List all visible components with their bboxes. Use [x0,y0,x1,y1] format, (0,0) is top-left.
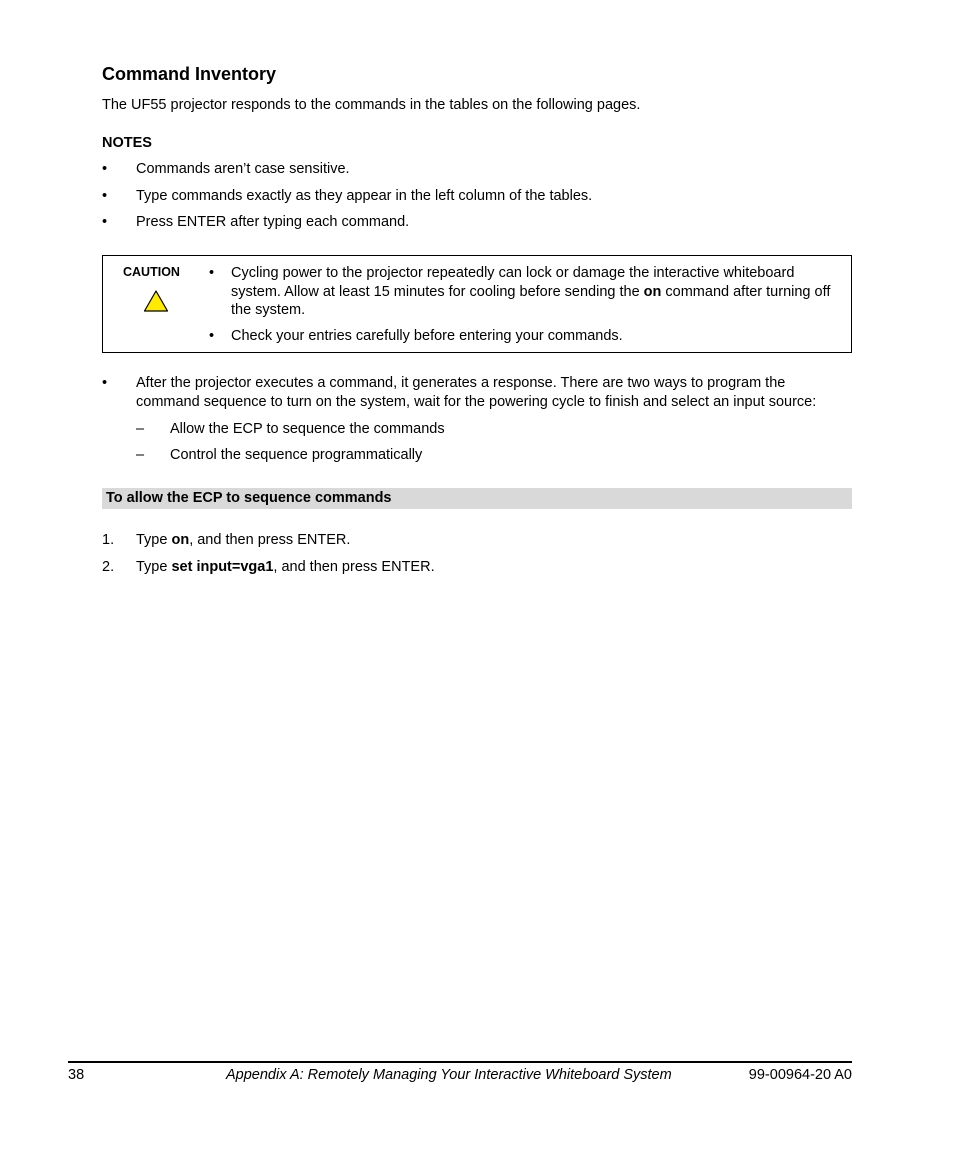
step-number: 1. [102,532,115,548]
note-text: Commands aren’t case sensitive. [136,161,350,177]
caution-text: Cycling power to the projector repeatedly can lock or damage the interactive whiteboard system. Allow at least 15 minutes for cooling before sending the on command after turning off the system. [231,265,831,318]
footer-title: Appendix A: Remotely Managing Your Interactive Whiteboard System [226,1067,672,1083]
note-text: Press ENTER after typing each command. [136,214,410,230]
caution-label: CAUTION [123,265,180,279]
option-text: Allow the ECP to sequence the commands [170,421,445,437]
bullet: • [102,375,108,391]
procedure-heading: To allow the ECP to sequence commands [106,490,392,506]
bullet: • [209,265,215,281]
notes-heading: NOTES [102,135,152,151]
document-number: 99-00964-20 A0 [748,1067,852,1083]
caution-text: Check your entries carefully before entering your commands. [231,328,623,344]
intro-paragraph: The UF55 projector responds to the commands in the tables on the following pages. [102,97,641,113]
command-text: set input=vga1 [171,559,274,575]
bullet: • [102,214,108,230]
bullet: • [102,188,108,204]
warning-triangle-icon [143,289,169,313]
command-text: on [171,532,190,548]
bullet: • [209,328,215,344]
procedure-heading-bar [102,488,852,509]
step-text: Type set input=vga1, and then press ENTER. [136,559,435,575]
page-number: 38 [68,1067,85,1083]
step-number: 2. [102,559,115,575]
command-on: on [643,283,662,300]
dash: – [136,421,145,437]
caution-box [102,255,852,353]
bullet: • [102,161,108,177]
response-text: After the projector executes a command, it generates a response. There are two ways to program the command sequence to turn on the system, wait for the powering cycle to finish and select an input source: [136,375,817,410]
section-heading: Command Inventory [102,64,277,84]
footer-rule [68,1061,852,1063]
option-text: Control the sequence programmatically [170,447,423,463]
step-text: Type on, and then press ENTER. [136,532,351,548]
note-text: Type commands exactly as they appear in the left column of the tables. [136,188,593,204]
dash: – [136,447,145,463]
